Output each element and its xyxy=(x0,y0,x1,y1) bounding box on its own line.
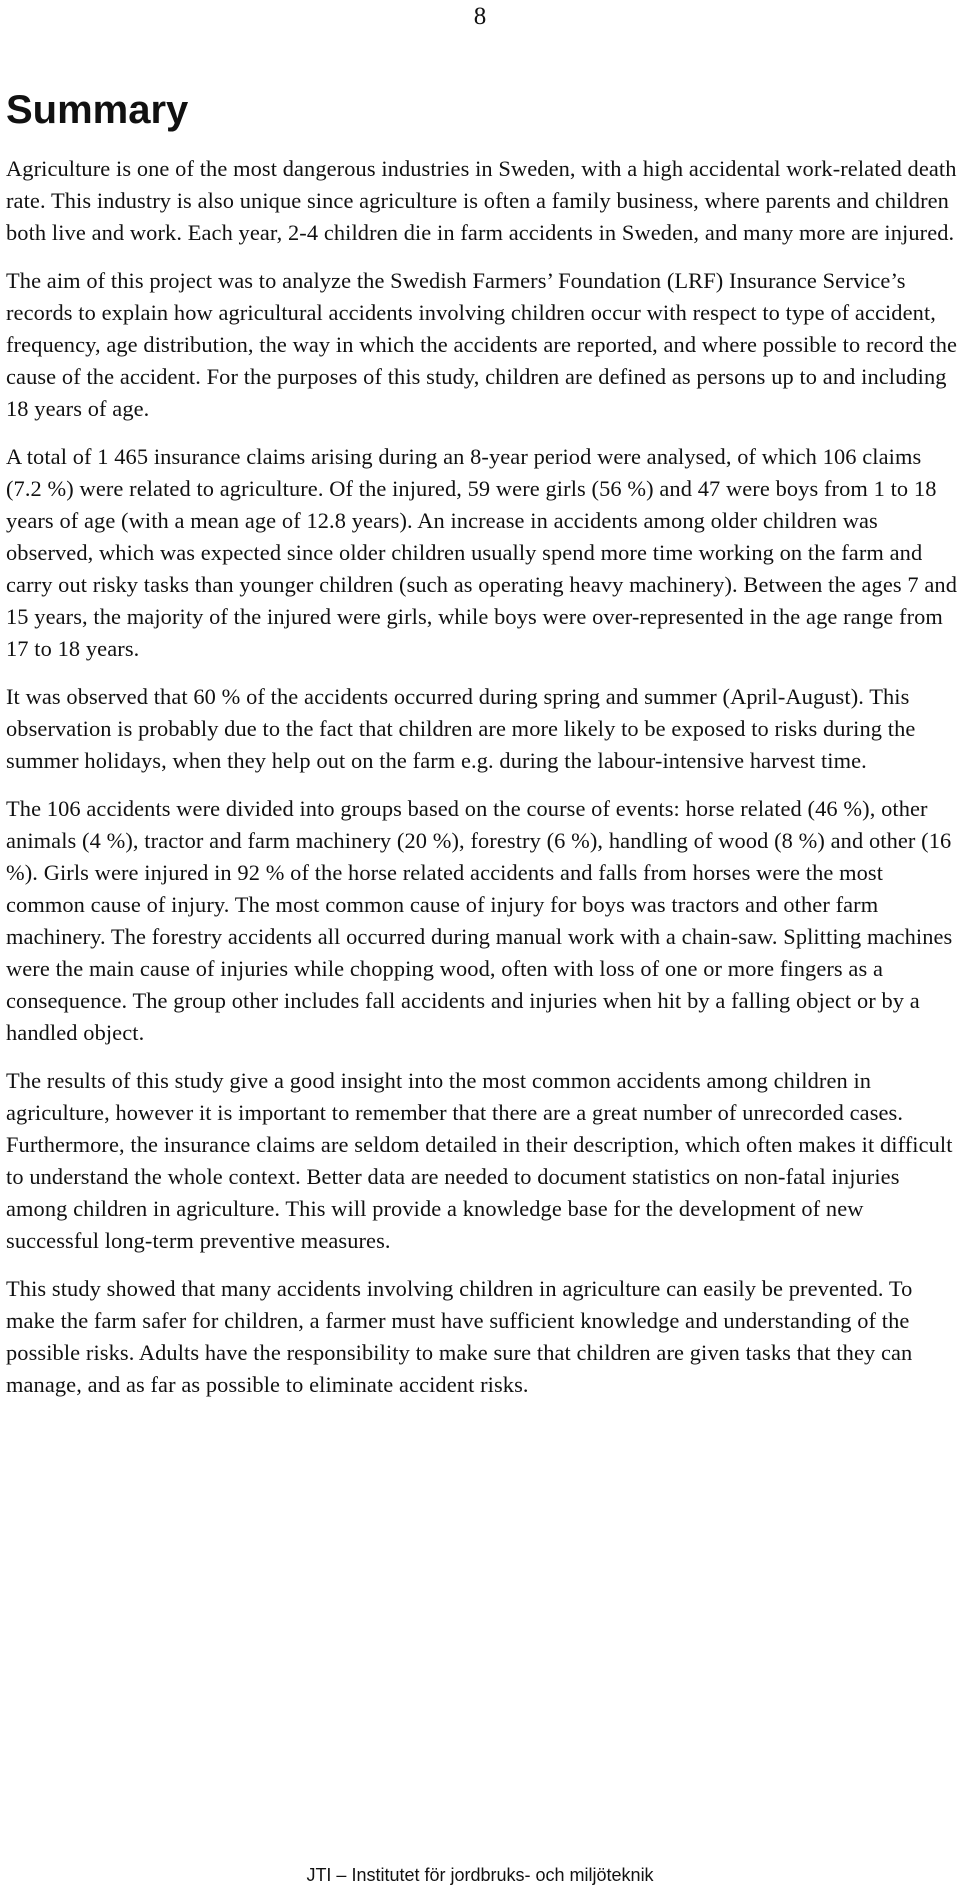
section-title: Summary xyxy=(6,88,189,132)
paragraph-prevention: This study showed that many accidents involving children in agriculture can easily be prevented. To make the farm safer for children, a farmer must have sufficient knowledge and understanding of the possible risks. Adults have the responsibility to make sure that children are given tasks that they can manage, and as far as possible to eliminate accident risks. xyxy=(6,1276,913,1397)
paragraph-aim: The aim of this project was to analyze the Swedish Farmers’ Foundation (LRF) Insurance Service’s records to explain how agricultural accidents involving children occur with respect to type of accident, frequency, age distribution, the way in which the accidents are reported, and where possible to record the cause of the accident. For the purposes of this study, children are defined as persons up to and including 18 years of age. xyxy=(6,268,958,421)
summary-body xyxy=(6,153,960,1417)
page-footer: JTI – Institutet för jordbruks- och miljöteknik xyxy=(306,1865,654,1885)
paragraph-intro: Agriculture is one of the most dangerous industries in Sweden, with a high accidental work-related death rate. This industry is also unique since agriculture is often a family business, where parents and children both live and work. Each year, 2-4 children die in farm accidents in Sweden, and many more are injured. xyxy=(6,156,957,245)
page-number: 8 xyxy=(473,3,487,30)
paragraph-claims: A total of 1 465 insurance claims arising during an 8-year period were analysed, of which 106 claims (7.2 %) were related to agriculture. Of the injured, 59 were girls (56 %) and 47 were boys from 1 to 18 years of age (with a mean age of 12.8 years). An increase in accidents among older children was observed, which was expected since older children usually spend more time working on the farm and carry out risky tasks than younger children (such as operating heavy machinery). Between the ages 7 and 15 years, the majority of the injured were girls, while boys were over-represented in the age range from 17 to 18 years. xyxy=(6,444,958,661)
paragraph-accident-groups: The 106 accidents were divided into groups based on the course of events: horse related (46 %), other animals (4 %), tractor and farm machinery (20 %), forestry (6 %), handling of wood (8 %) and other (16 %). Girls were injured in 92 % of the horse related accidents and falls from horses were the most common cause of injury. The most common cause of injury for boys was tractors and other farm machinery. The forestry accidents all occurred during manual work with a chain-saw. Splitting machines were the main cause of injuries while chopping wood, often with loss of one or more fingers as a consequence. The group other includes fall accidents and injuries when hit by a falling object or by a handled object. xyxy=(6,796,953,1045)
paragraph-seasons: It was observed that 60 % of the accidents occurred during spring and summer (April-August). This observation is probably due to the fact that children are more likely to be exposed to risks during the summer holidays, when they help out on the farm e.g. during the labour-intensive harvest time. xyxy=(6,684,916,773)
paragraph-results: The results of this study give a good insight into the most common accidents among children in agriculture, however it is important to remember that there are a great number of unrecorded cases. Furthermore, the insurance claims are seldom detailed in their description, which often makes it difficult to understand the whole context. Better data are needed to document statistics on non-fatal injuries among children in agriculture. This will provide a knowledge base for the development of new successful long-term preventive measures. xyxy=(6,1068,953,1253)
